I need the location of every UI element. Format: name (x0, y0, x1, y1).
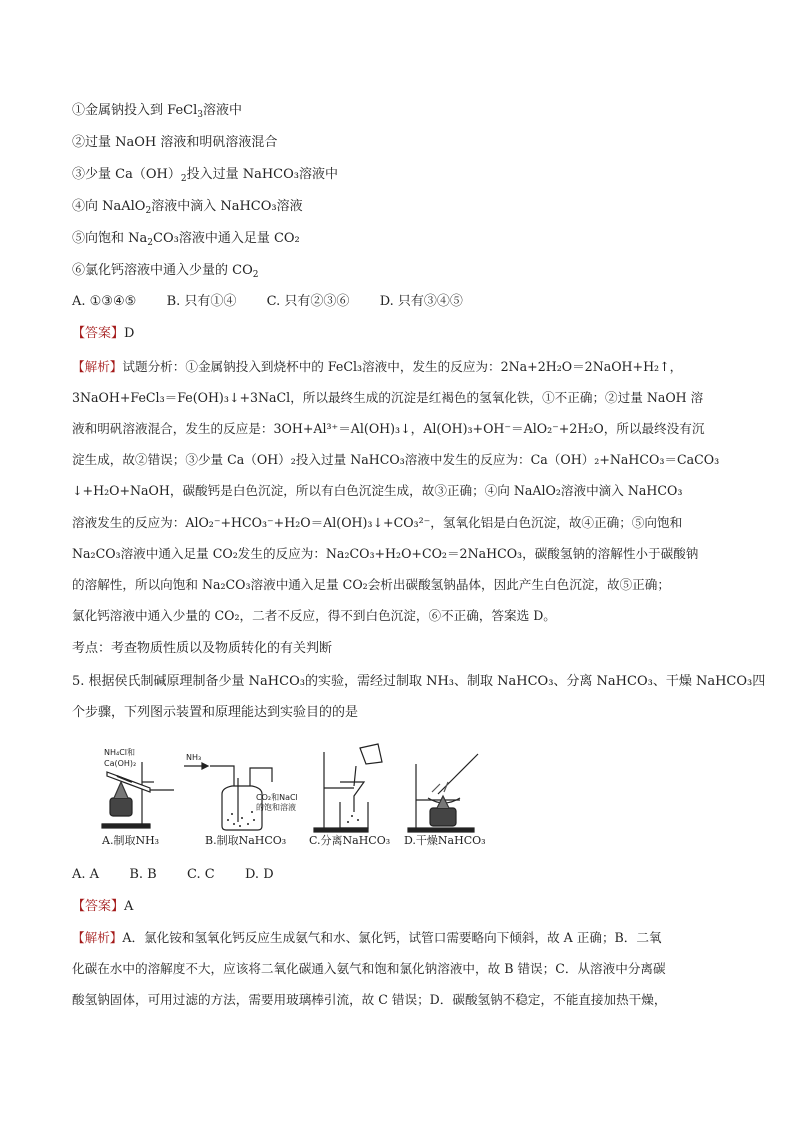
q5-expl-3: 酸氢钠固体，可用过滤的方法，需要用玻璃棒引流，故 C 错误；D．碳酸氢钠不稳定，不能直接加热干燥， (72, 992, 667, 1007)
caption-d: D.干燥NaHCO₃ (404, 834, 486, 847)
q4-expl-5: ↓+H₂O+NaOH，碳酸钙是白色沉淀，所以有白色沉淀生成，故③正确；④向 NaAlO₂溶液中滴入 NaHCO₃ (72, 483, 683, 498)
explanation-tag: 【解析】 (72, 359, 123, 374)
q5-option-a: A. A (72, 867, 100, 882)
caption-b: B.制取NaHCO₃ (205, 834, 287, 847)
q5-stem-1: 5. 根据侯氏制碱原理制备少量 NaHCO₃的实验，需经过制取 NH₃、制取 NaHCO₃、分离 NaHCO₃、干燥 NaHCO₃四 (72, 674, 766, 689)
q5-answer: 【答案】A (72, 899, 134, 914)
reagent-label-1: NH₄Cl和 (104, 748, 136, 757)
item-2: ②过量 NaOH 溶液和明矾溶液混合 (72, 135, 278, 150)
q4-expl-7: Na₂CO₃溶液中通入足量 CO₂发生的反应为：Na₂CO₃+H₂O+CO₂＝2NaHCO₃，碳酸氢钠的溶解性小于碳酸钠 (72, 546, 699, 561)
item-4: ④向 NaAlO$_2$溶液中滴入 NaHCO₃溶液 (72, 199, 303, 216)
item-5: ⑤向饱和 $Na_2CO_3$溶液中通入足量 CO₂ (72, 231, 300, 248)
q4-expl-3: 液和明矾溶液混合，发生的反应是：3OH+Al³⁺＝Al(OH)₃↓，Al(OH)₃+OH⁻＝AlO₂⁻+2H₂O，所以最终没有沉 (72, 421, 705, 436)
q4-expl-8: 的溶解性，所以向饱和 Na₂CO₃溶液中通入足量 CO₂会析出碳酸氢钠晶体，因此产生白色沉淀，故⑤正确； (72, 577, 670, 592)
item-6: ⑥氯化钙溶液中通入少量的 $CO_2$ (72, 263, 259, 280)
solution-label-1: CO₂和NaCl (256, 793, 298, 802)
q4-option-a: A. ①③④⑤ (72, 294, 137, 309)
item-3: ③少量 $Ca(OH)_2$投入过量 NaHCO₃溶液中 (72, 167, 338, 184)
q5-option-b: B. B (129, 867, 157, 882)
item-1: ①金属钠投入到 FeCl$_3$溶液中 (72, 103, 242, 120)
explanation-tag: 【解析】 (72, 930, 123, 945)
reagent-label-2: Ca(OH)₂ (104, 759, 137, 768)
q4-options (72, 292, 463, 312)
caption-a: A.制取NH₃ (102, 834, 160, 847)
q5-expl-1: 【解析】A．氯化铵和氢氧化钙反应生成氨气和水、氯化钙，试管口需要略向下倾斜，故 A 正确；B．二氧 (72, 930, 662, 945)
answer-tag: 【答案】 (72, 899, 125, 914)
q4-option-d: D. 只有③④⑤ (379, 294, 463, 309)
q5-expl-2: 化碳在水中的溶解度不大，应该将二氧化碳通入氨气和饱和氯化钠溶液中，故 B 错误；C．从溶液中分离碳 (72, 961, 666, 976)
q5-stem-2: 个步骤，下列图示装置和原理能达到实验目的的是 (72, 705, 359, 720)
q5-option-d: D. D (244, 867, 274, 882)
answer-tag: 【答案】 (72, 326, 125, 341)
apparatus-c (314, 744, 382, 832)
solution-label-2: 的饱和溶液 (256, 803, 296, 812)
caption-c: C.分离NaHCO₃ (309, 834, 391, 847)
q4-option-c: C. 只有②③⑥ (266, 294, 350, 309)
q5-option-c: C. C (186, 867, 215, 882)
q4-expl-9: 氯化钙溶液中通入少量的 CO₂，二者不反应，得不到白色沉淀，⑥不正确，答案选 D。 (72, 608, 556, 623)
gas-label: NH₃ (186, 753, 202, 762)
apparatus-a (102, 762, 174, 828)
q4-expl-4: 淀生成，故②错误；③少量 Ca（OH）₂投入过量 NaHCO₃溶液中发生的反应为：Ca（OH）₂+NaHCO₃＝CaCO₃ (72, 452, 720, 467)
q4-expl-6: 溶液发生的反应为：AlO₂⁻+HCO₃⁻+H₂O＝Al(OH)₃↓+CO₃²⁻，氢氧化铝是白色沉淀，故④正确；⑤向饱和 (72, 515, 683, 530)
q4-expl-1: 【解析】试题分析：①金属钠投入到烧杯中的 FeCl₃溶液中，发生的反应为：2Na+2H₂O＝2NaOH+H₂↑， (72, 359, 683, 374)
q4-expl-2: 3NaOH+FeCl₃＝Fe(OH)₃↓+3NaCl，所以最终生成的沉淀是红褐色的氢氧化铁，①不正确；②过量 NaOH 溶 (72, 390, 704, 405)
q4-option-b: B. 只有①④ (166, 294, 237, 309)
q5-options (72, 865, 274, 885)
apparatus-d (408, 754, 478, 832)
q4-kaodian: 考点：考查物质性质以及物质转化的有关判断 (72, 641, 333, 656)
q4-answer: 【答案】D (72, 326, 135, 341)
